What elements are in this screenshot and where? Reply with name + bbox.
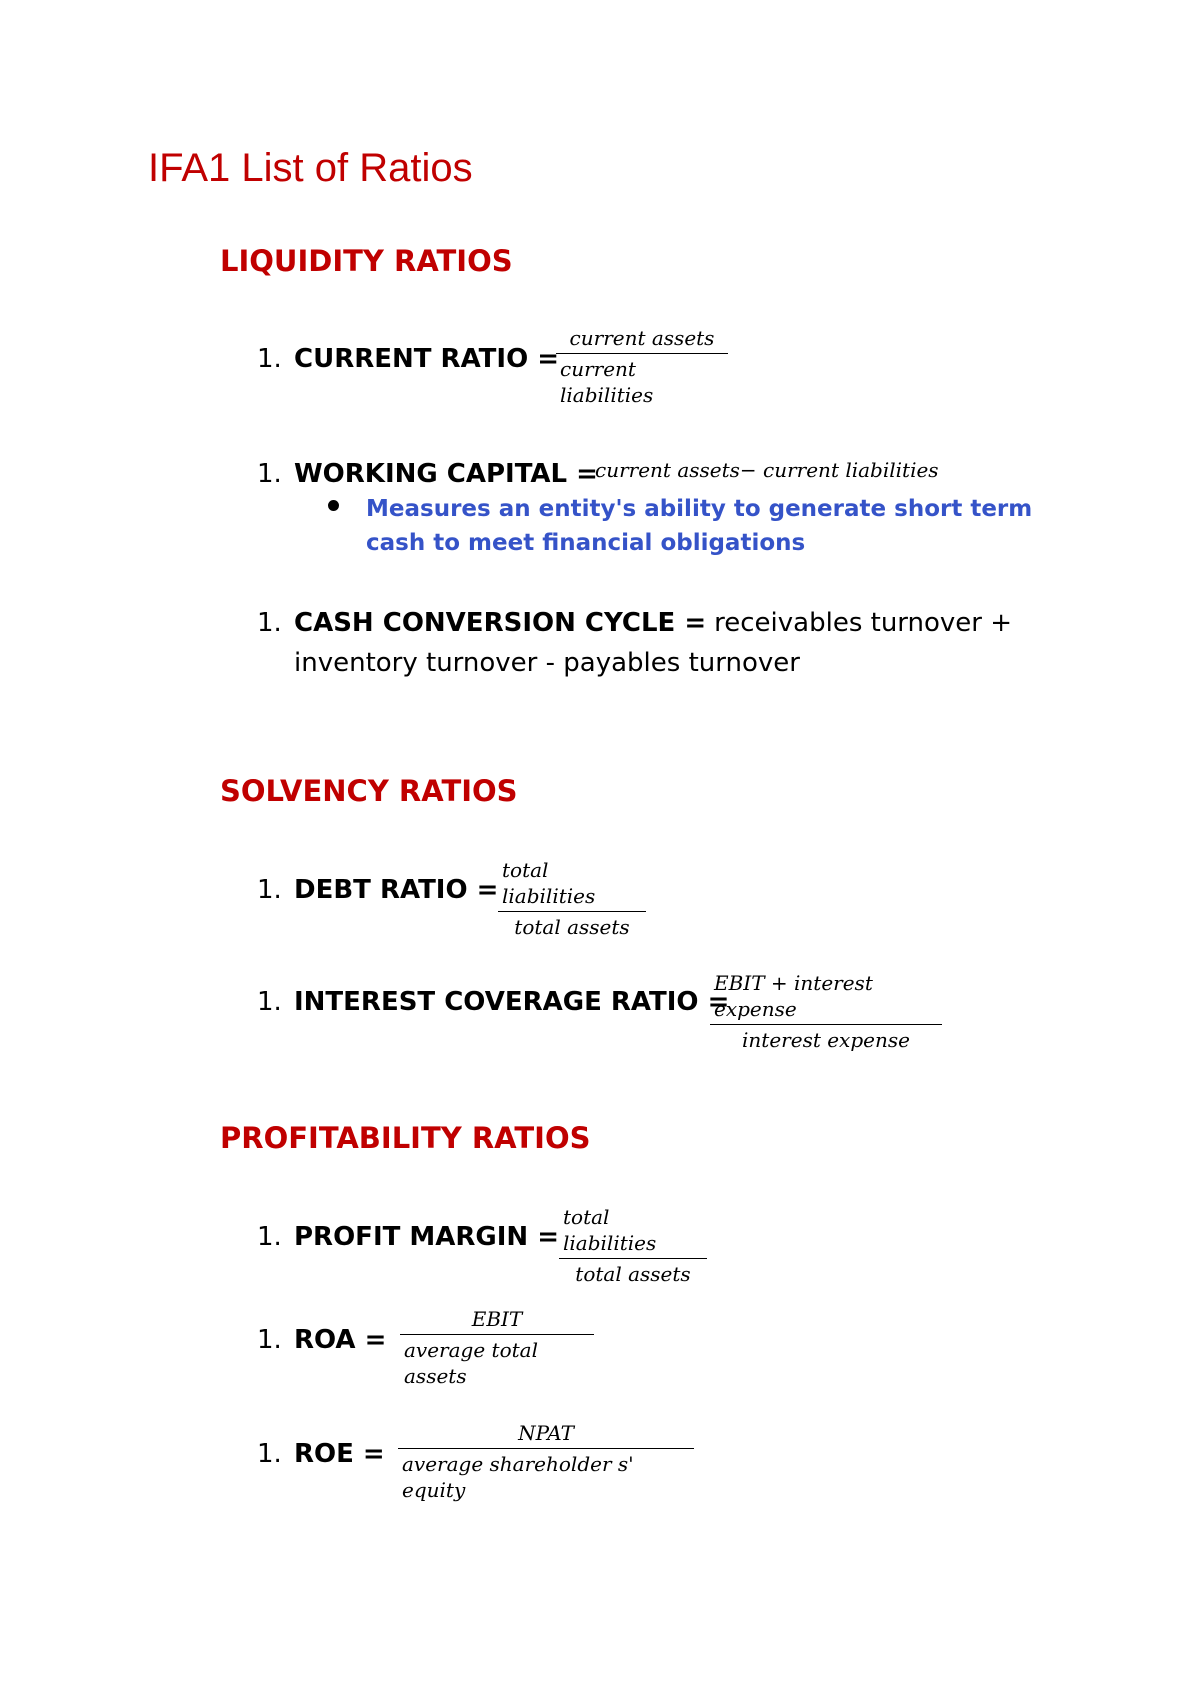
working-capital-formula: current assets− current liabilities <box>595 458 939 482</box>
roa-label: ROA = <box>294 1325 387 1355</box>
interest-coverage-numerator: EBIT + interest expense <box>714 971 873 1021</box>
list-number: 1. <box>257 1222 282 1252</box>
interest-coverage-denominator: interest expense <box>742 1028 910 1052</box>
profit-margin-fraction <box>559 1204 707 1287</box>
list-item-working-capital <box>257 454 598 494</box>
debt-ratio-label: DEBT RATIO = <box>294 875 499 905</box>
section-heading-liquidity: LIQUIDITY RATIOS <box>220 244 513 278</box>
debt-ratio-fraction <box>498 857 646 940</box>
current-ratio-numerator: current assets <box>569 326 715 350</box>
working-capital-label: WORKING CAPITAL = <box>294 459 598 489</box>
cash-conversion-cycle-formula-line2: inventory turnover - payables turnover <box>294 648 800 678</box>
roa-numerator: EBIT <box>471 1307 523 1331</box>
list-number: 1. <box>257 875 282 905</box>
section-heading-solvency: SOLVENCY RATIOS <box>220 774 518 808</box>
list-number: 1. <box>257 1325 282 1355</box>
list-number: 1. <box>257 1439 282 1469</box>
list-item-roe <box>257 1434 385 1474</box>
list-number: 1. <box>257 987 282 1017</box>
roe-label: ROE = <box>294 1439 385 1469</box>
current-ratio-fraction <box>556 325 728 408</box>
list-item-roa <box>257 1320 386 1360</box>
roe-fraction <box>398 1420 694 1503</box>
roa-denominator: average total assets <box>404 1338 538 1388</box>
list-number: 1. <box>257 608 282 638</box>
list-item-profit-margin <box>257 1217 559 1257</box>
document-title: IFA1 List of Ratios <box>148 146 473 190</box>
list-item-interest-coverage-ratio <box>257 982 729 1022</box>
list-item-current-ratio <box>257 339 559 379</box>
list-item-debt-ratio <box>257 870 498 910</box>
debt-ratio-numerator: total liabilities <box>502 858 596 908</box>
cash-conversion-cycle-formula-line1: receivables turnover + <box>714 608 1013 638</box>
cash-conversion-cycle-label: CASH CONVERSION CYCLE = <box>294 608 707 638</box>
interest-coverage-label: INTEREST COVERAGE RATIO = <box>294 987 730 1017</box>
roe-numerator: NPAT <box>518 1421 574 1445</box>
list-number: 1. <box>257 459 282 489</box>
list-item-cash-conversion-cycle <box>257 603 1012 643</box>
debt-ratio-denominator: total assets <box>514 915 630 939</box>
profit-margin-label: PROFIT MARGIN = <box>294 1222 560 1252</box>
bullet-dot <box>328 500 339 511</box>
current-ratio-denominator: current liabilities <box>560 357 654 407</box>
list-number: 1. <box>257 344 282 374</box>
roe-denominator: average shareholder s' equity <box>402 1452 634 1502</box>
current-ratio-label: CURRENT RATIO = <box>294 344 560 374</box>
working-capital-note: Measures an entity's ability to generate short term cash to meet financial obligations <box>366 496 1033 556</box>
roa-fraction <box>400 1306 594 1389</box>
profit-margin-numerator: total liabilities <box>563 1205 657 1255</box>
interest-coverage-fraction <box>710 970 942 1053</box>
profit-margin-denominator: total assets <box>575 1262 691 1286</box>
section-heading-profitability: PROFITABILITY RATIOS <box>220 1121 591 1155</box>
